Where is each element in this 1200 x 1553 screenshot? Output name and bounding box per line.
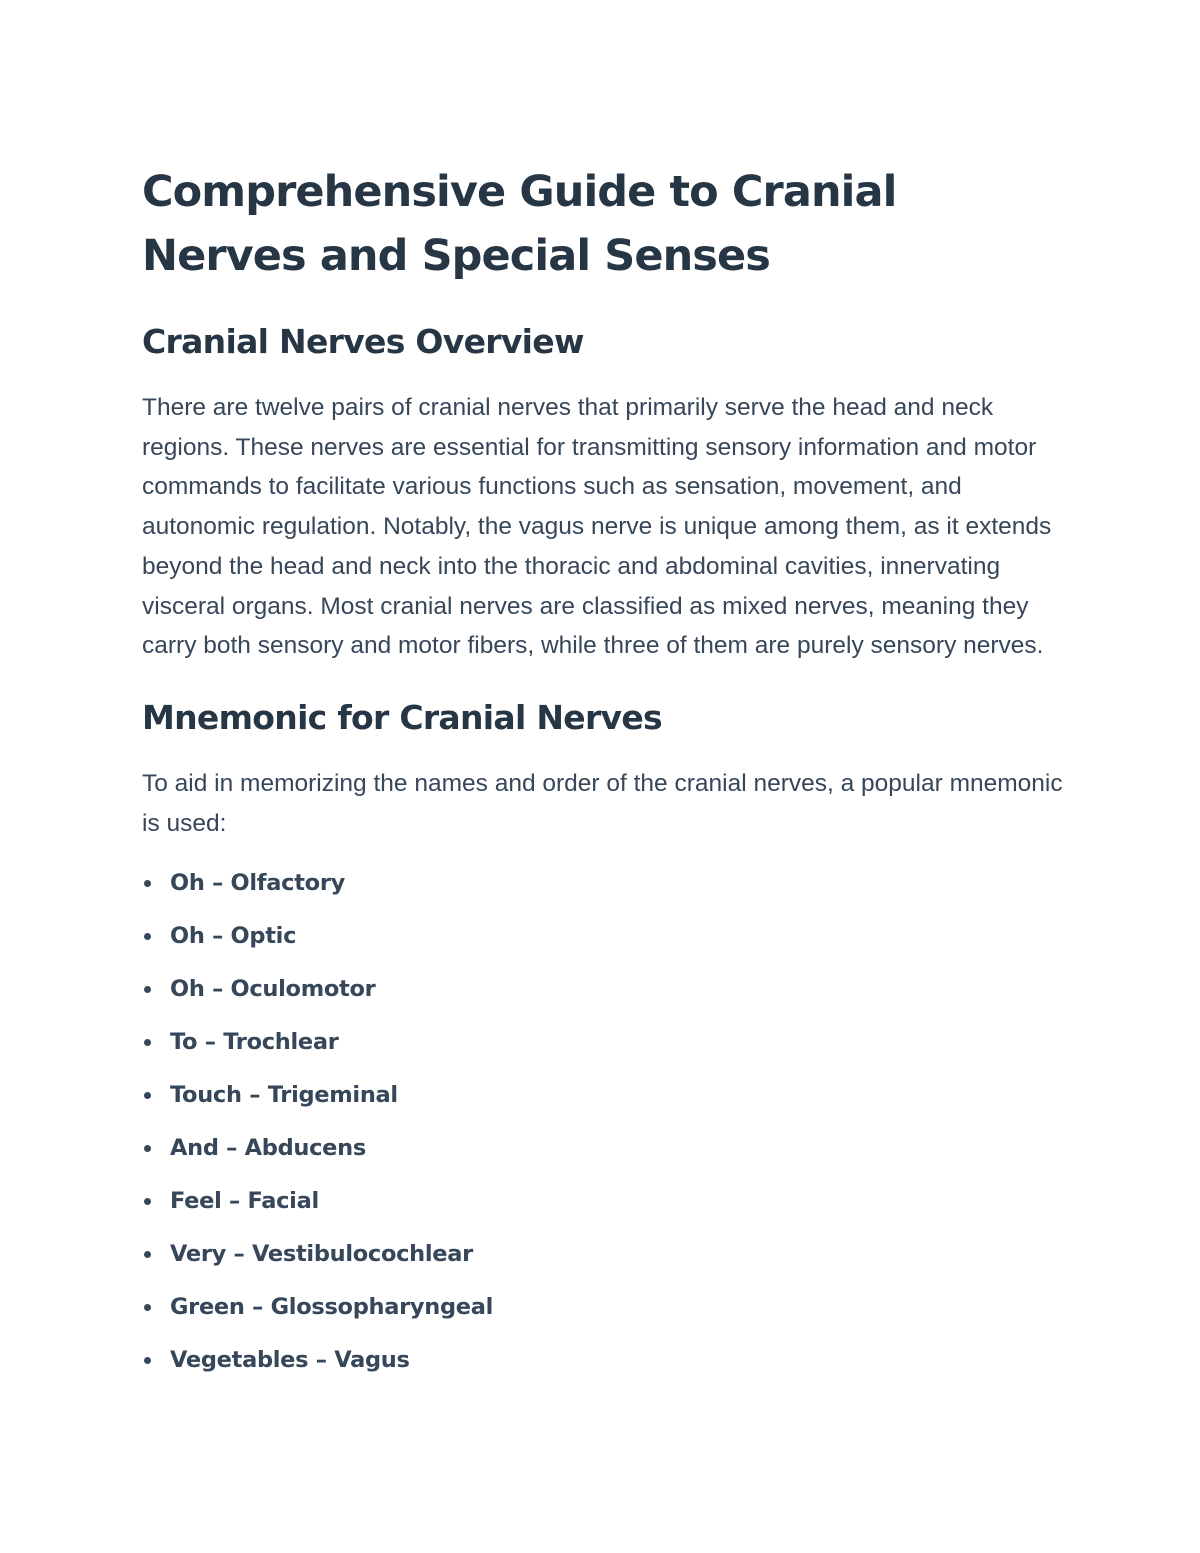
list-item <box>142 1069 1072 1122</box>
section-heading-overview: Cranial Nerves Overview <box>142 322 584 361</box>
list-item-text: Touch – Trigeminal <box>170 1082 398 1109</box>
list-item-text: Green – Glossopharyngeal <box>170 1294 494 1321</box>
list-item-text: Oh – Oculomotor <box>170 976 376 1003</box>
bullet-icon <box>144 986 151 993</box>
bullet-icon <box>144 1198 151 1205</box>
mnemonic-intro-paragraph: To aid in memorizing the names and order of the cranial nerves, a popular mnemonic is used: <box>142 769 1063 837</box>
mnemonic-list <box>142 857 1072 1387</box>
list-item <box>142 963 1072 1016</box>
bullet-icon <box>144 933 151 940</box>
list-item <box>142 1122 1072 1175</box>
list-item <box>142 1281 1072 1334</box>
list-item-text: And – Abducens <box>170 1135 366 1162</box>
list-item-text: To – Trochlear <box>170 1029 339 1056</box>
section-heading-mnemonic: Mnemonic for Cranial Nerves <box>142 697 662 737</box>
list-item <box>142 1334 1072 1387</box>
list-item <box>142 910 1072 963</box>
bullet-icon <box>144 1304 151 1311</box>
bullet-icon <box>144 880 151 887</box>
bullet-icon <box>144 1092 151 1099</box>
list-item-text: Vegetables – Vagus <box>170 1347 410 1374</box>
overview-paragraph: There are twelve pairs of cranial nerves that primarily serve the head and neck regions. These nerves are essential for transmitting sensory information and motor commands to facilitate various functions such as sensation, movement, and autonomic regulation. Notably, the vagus nerve is unique among them, as it extends beyond the head and neck into the thoracic and abdominal cavities, innervating visceral organs. Most cranial nerves are classified as mixed nerves, meaning they carry both sensory and motor fibers, while three of them are purely sensory nerves. <box>142 394 1052 660</box>
list-item-text: Oh – Optic <box>170 923 297 950</box>
list-item-text: Oh – Olfactory <box>170 870 345 897</box>
bullet-icon <box>144 1357 151 1364</box>
list-item <box>142 1016 1072 1069</box>
document-title: Comprehensive Guide to Cranial Nerves and Special Senses <box>142 167 897 281</box>
list-item <box>142 1228 1072 1281</box>
list-item-text: Feel – Facial <box>170 1188 319 1215</box>
bullet-icon <box>144 1145 151 1152</box>
list-item-text: Very – Vestibulocochlear <box>170 1241 473 1268</box>
document-page <box>142 160 1072 1387</box>
list-item <box>142 1175 1072 1228</box>
bullet-icon <box>144 1039 151 1046</box>
list-item <box>142 857 1072 910</box>
bullet-icon <box>144 1251 151 1258</box>
